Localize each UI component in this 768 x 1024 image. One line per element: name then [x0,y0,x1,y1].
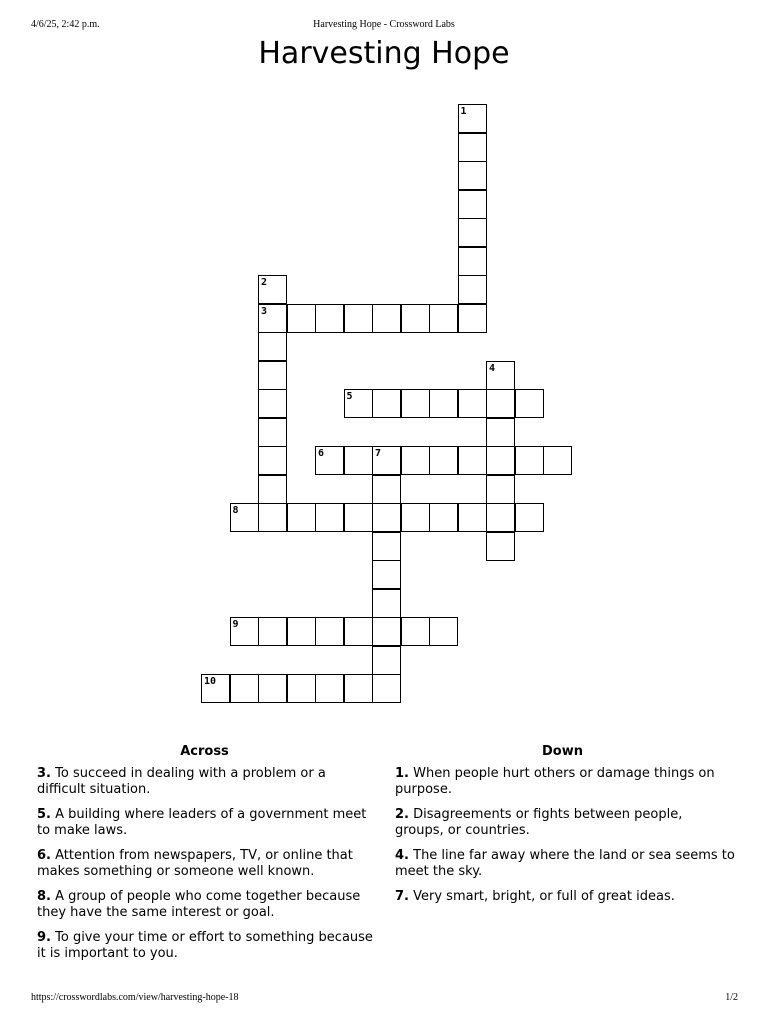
cell-number: 6 [318,448,325,459]
crossword-cell[interactable] [230,617,259,646]
crossword-cell[interactable] [372,503,401,532]
crossword-cell[interactable] [201,674,230,703]
crossword-cell[interactable] [401,304,430,333]
down-clue-list [395,766,735,914]
clue-text: When people hurt others or damage things on purpose. [395,766,715,797]
clue-text: To give your time or effort to something because it is important to you. [37,930,373,961]
crossword-cell[interactable] [486,361,515,390]
crossword-cell[interactable] [458,503,487,532]
clue-text: To succeed in dealing with a problem or a difficult situation. [37,766,326,797]
crossword-cell[interactable] [258,275,287,304]
crossword-cell[interactable] [372,304,401,333]
crossword-cell[interactable] [315,674,344,703]
crossword-cell[interactable] [372,646,401,675]
clue-number: 2. [395,807,409,822]
crossword-cell[interactable] [258,332,287,361]
crossword-cell[interactable] [344,446,373,475]
clue-text: The line far away where the land or sea seems to meet the sky. [395,848,735,879]
crossword-cell[interactable] [515,389,544,418]
clue-text: Very smart, bright, or full of great ideas. [413,889,675,904]
down-heading: Down [542,744,583,759]
cell-number: 3 [261,305,268,317]
clue-number: 9. [37,930,51,945]
crossword-cell[interactable] [372,617,401,646]
crossword-cell[interactable] [458,104,487,133]
crossword-cell[interactable] [486,532,515,561]
crossword-cell[interactable] [458,161,487,190]
crossword-cell[interactable] [429,304,458,333]
crossword-cell[interactable] [344,389,373,418]
crossword-cell[interactable] [258,361,287,390]
crossword-cell[interactable] [258,389,287,418]
clue-down-4 [395,848,735,880]
crossword-cell[interactable] [258,674,287,703]
cell-number: 10 [204,676,217,687]
crossword-cell[interactable] [429,446,458,475]
crossword-cell[interactable] [230,503,259,532]
crossword-cell[interactable] [258,304,287,333]
clue-number: 6. [37,848,51,863]
puzzle-title: Harvesting Hope [258,36,510,71]
crossword-cell[interactable] [315,446,344,475]
crossword-cell[interactable] [458,446,487,475]
crossword-cell[interactable] [258,446,287,475]
crossword-cell[interactable] [486,446,515,475]
print-page-number: 1/2 [725,992,738,1003]
crossword-cell[interactable] [429,617,458,646]
crossword-cell[interactable] [429,503,458,532]
clue-number: 8. [37,889,51,904]
cell-number: 9 [232,619,239,630]
across-heading: Across [180,744,229,759]
cell-number: 2 [261,277,268,288]
cell-number: 7 [375,448,382,459]
clue-across-9 [37,930,377,962]
crossword-cell[interactable] [401,503,430,532]
crossword-cell[interactable] [258,617,287,646]
clue-number: 7. [395,889,409,904]
crossword-cell[interactable] [458,275,487,304]
clue-text: Disagreements or fights between people, groups, or countries. [395,807,683,838]
cell-number: 8 [232,505,239,516]
crossword-cell[interactable] [458,190,487,219]
crossword-cell[interactable] [372,475,401,504]
clue-text: A group of people who come together because they have the same interest or goal. [37,889,361,920]
crossword-cell[interactable] [344,304,373,333]
crossword-cell[interactable] [230,674,259,703]
crossword-cell[interactable] [401,446,430,475]
clue-number: 4. [395,848,409,863]
clue-down-1 [395,766,735,798]
crossword-cell[interactable] [315,304,344,333]
crossword-cell[interactable] [486,503,515,532]
cell-number: 4 [489,362,496,374]
crossword-cell[interactable] [287,674,316,703]
crossword-cell[interactable] [344,674,373,703]
crossword-cell[interactable] [515,503,544,532]
crossword-cell[interactable] [372,532,401,561]
crossword-cell[interactable] [486,475,515,504]
clue-number: 5. [37,807,51,822]
clue-text: A building where leaders of a government meet to make laws. [37,807,367,838]
crossword-cell[interactable] [401,389,430,418]
crossword-cell[interactable] [429,389,458,418]
crossword-cell[interactable] [372,589,401,618]
print-page-title: Harvesting Hope - Crossword Labs [313,19,455,30]
clue-across-8 [37,889,377,921]
print-datetime: 4/6/25, 2:42 p.m. [31,19,100,30]
crossword-cell[interactable] [372,560,401,589]
cell-number: 5 [346,391,353,402]
clue-number: 1. [395,766,409,781]
clue-text: Attention from newspapers, TV, or online that makes something or someone well known. [37,848,353,879]
crossword-cell[interactable] [258,475,287,504]
crossword-cell[interactable] [287,617,316,646]
crossword-cell[interactable] [486,418,515,447]
crossword-cell[interactable] [344,617,373,646]
crossword-cell[interactable] [401,617,430,646]
crossword-cell[interactable] [458,389,487,418]
crossword-cell[interactable] [458,247,487,276]
clue-down-7 [395,889,735,905]
crossword-cell[interactable] [372,389,401,418]
crossword-cell[interactable] [458,218,487,247]
crossword-cell[interactable] [258,503,287,532]
crossword-cell[interactable] [458,304,487,333]
crossword-cell[interactable] [287,503,316,532]
clue-across-3 [37,766,377,798]
crossword-cell[interactable] [372,446,401,475]
clue-number: 3. [37,766,51,781]
crossword-cell[interactable] [287,304,316,333]
across-clue-list [37,766,377,971]
clue-across-5 [37,807,377,839]
crossword-cell[interactable] [315,617,344,646]
crossword-cell[interactable] [372,674,401,703]
crossword-cell[interactable] [344,503,373,532]
crossword-cell[interactable] [258,418,287,447]
print-url: https://crosswordlabs.com/view/harvesting-hope-18 [31,992,239,1003]
crossword-cell[interactable] [543,446,572,475]
cell-number: 1 [460,106,467,117]
clue-across-6 [37,848,377,880]
crossword-cell[interactable] [515,446,544,475]
crossword-cell[interactable] [486,389,515,418]
clue-down-2 [395,807,735,839]
crossword-cell[interactable] [458,133,487,162]
crossword-cell[interactable] [315,503,344,532]
